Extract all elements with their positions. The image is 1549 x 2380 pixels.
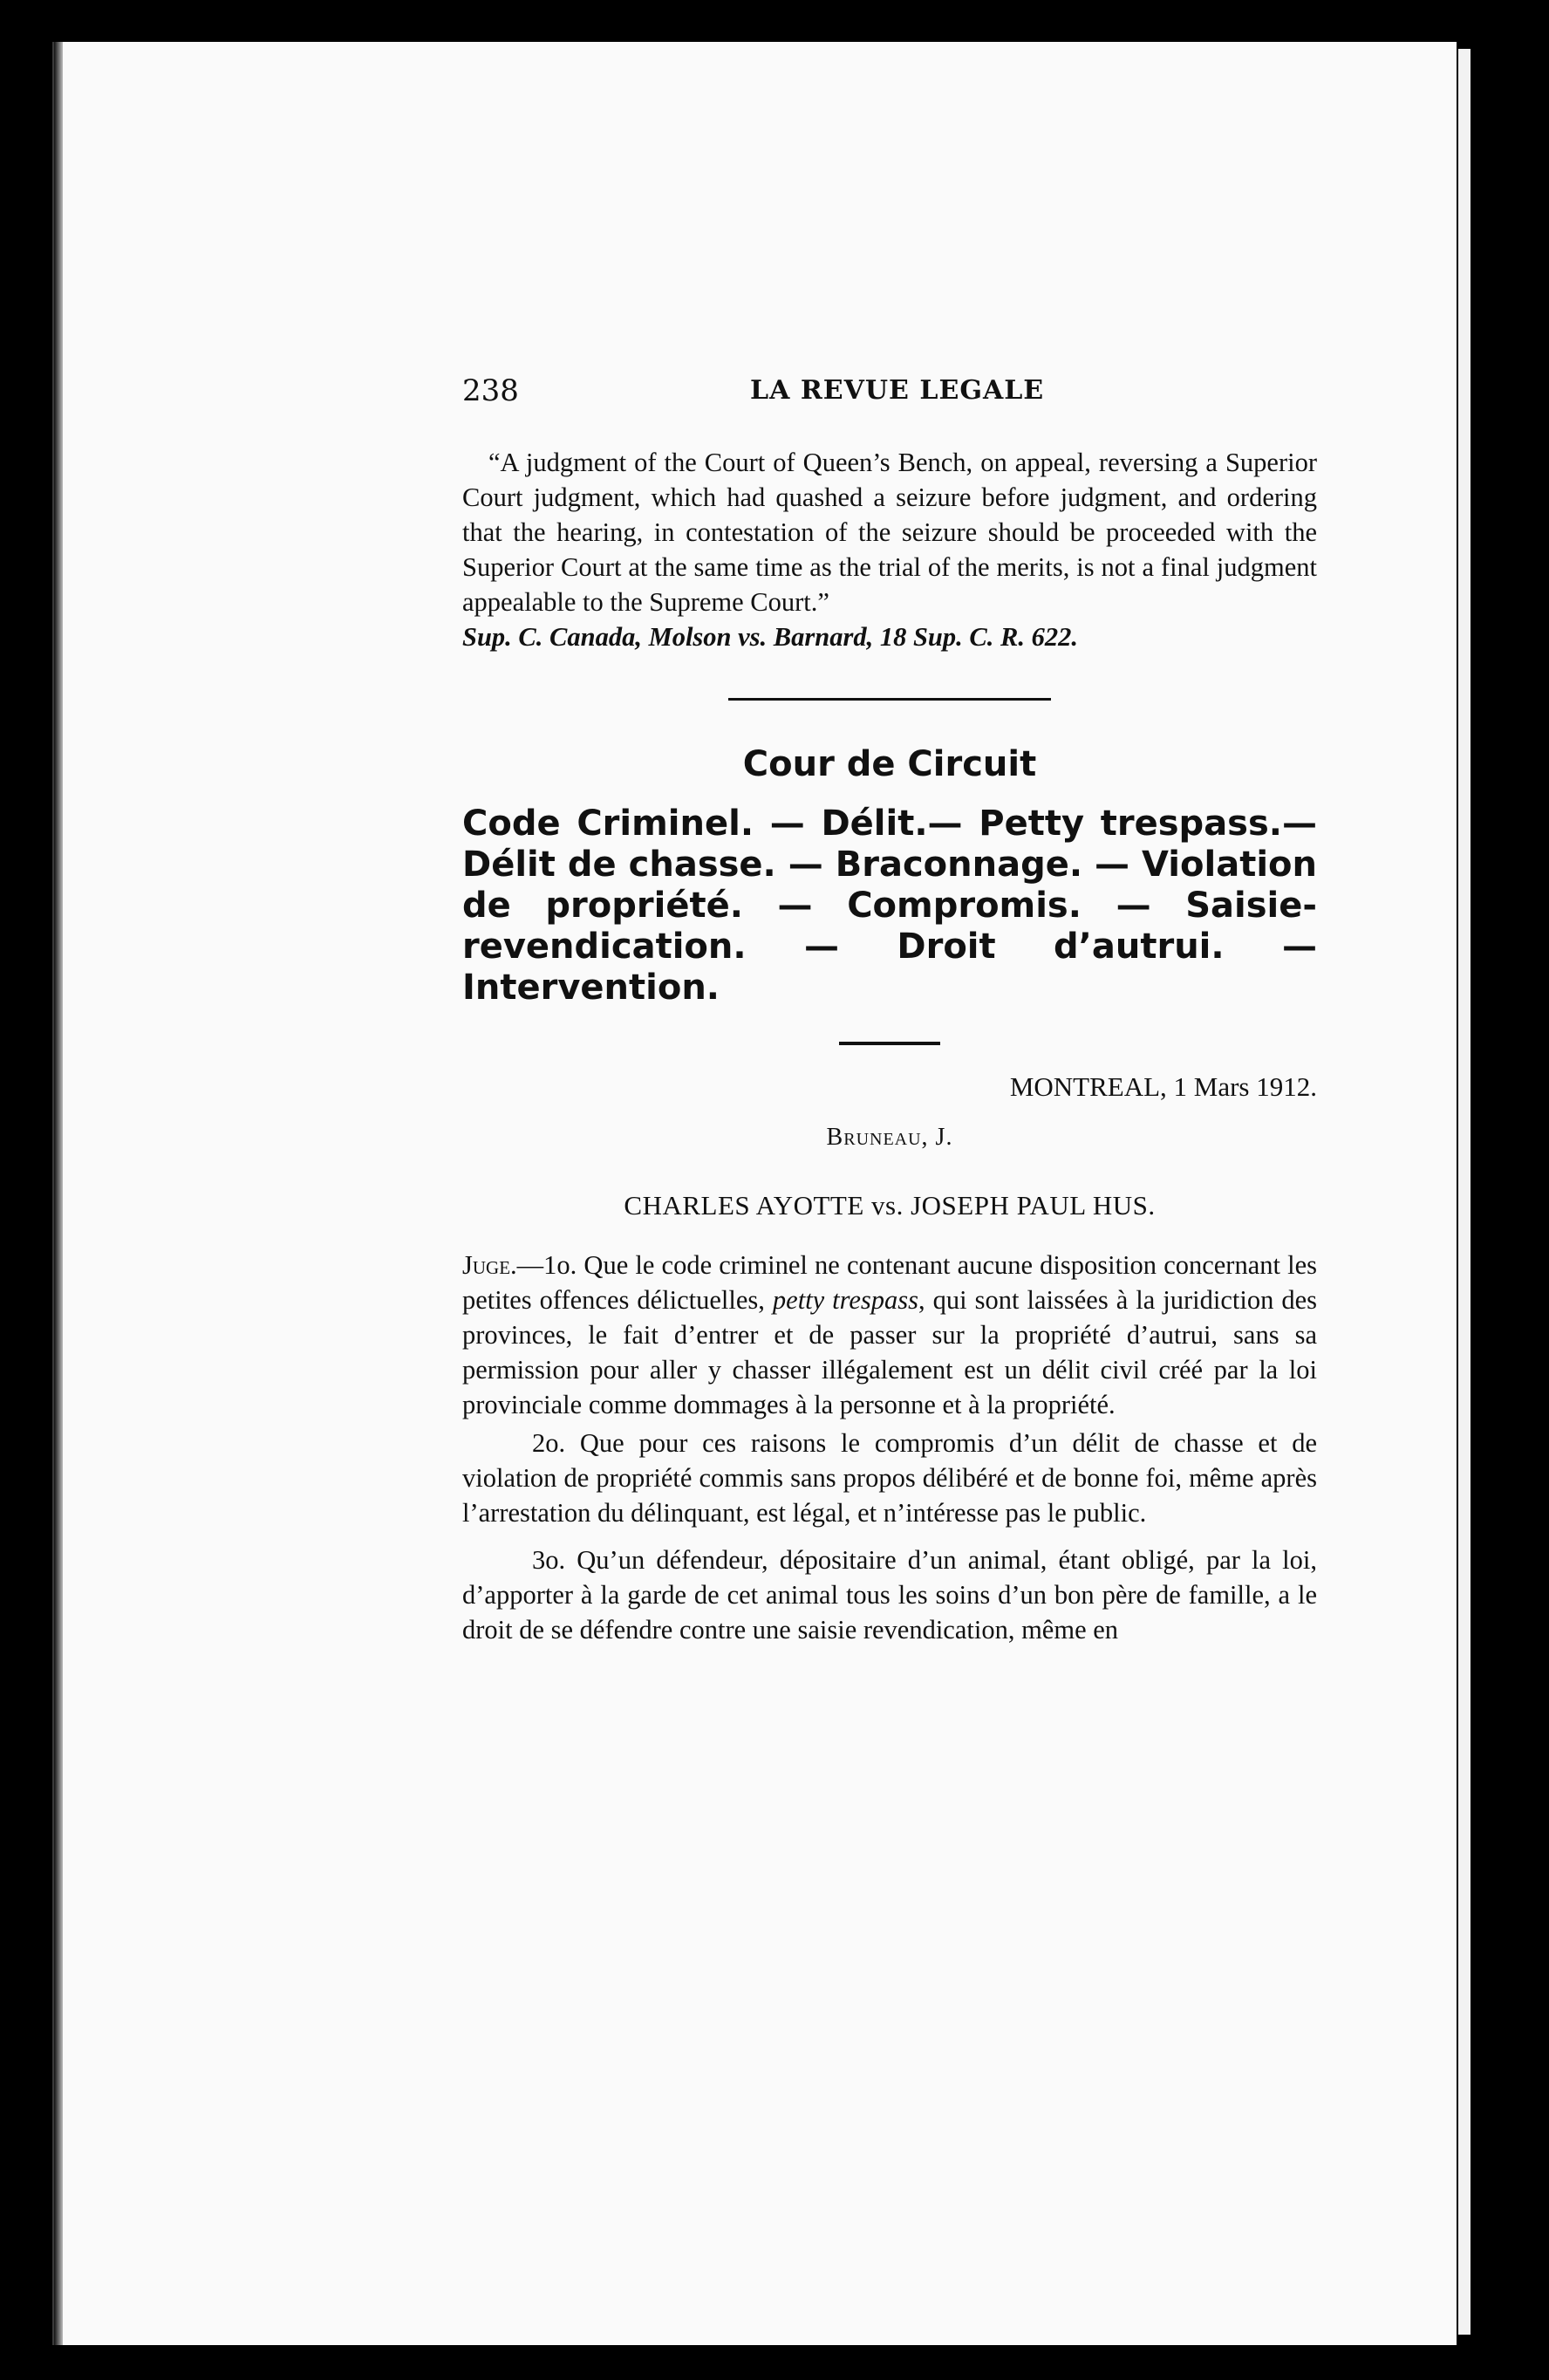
holding-label: Juge. [462, 1250, 517, 1280]
case-parties: CHARLES AYOTTE vs. JOSEPH PAUL HUS. [624, 1190, 1156, 1221]
judge-name: Bruneau, J. [826, 1124, 953, 1151]
dateline: MONTREAL, 1 Mars 1912. [1009, 1071, 1317, 1102]
holdings [462, 1248, 1317, 1647]
page-number: 238 [462, 373, 519, 408]
holding-1 [462, 1248, 1317, 1422]
court-heading: Cour de Circuit [742, 744, 1037, 784]
subject-headnote: Code Criminel. — Délit.— Petty trespass.— Délit de chasse. — Braconnage. — Violation de propriété. — Compromis. — Saisie-revendication. — Droit d’autrui. — Intervention. [462, 804, 1317, 1008]
holding-1-text-a: —1o. Que le code criminel ne contenant aucune disposition concernant les petites offences délictuelles, [462, 1250, 1317, 1315]
holding-1-text-b: , qui sont laissées à la juridiction des provinces, le fait d’entrer et de passer sur la propriété d’autrui, sans sa permission pour aller y chasser illégalement est un délit civil créé par la loi provinciale comme dommages à la personne et à la propriété. [462, 1285, 1317, 1419]
short-divider [839, 1042, 940, 1045]
next-page-edge [1458, 49, 1471, 2335]
holding-1-italic: petty trespass [772, 1285, 919, 1315]
quoted-judgment [462, 445, 1317, 619]
section-divider [728, 698, 1051, 701]
running-head [462, 366, 1317, 419]
holding-2: 2o. Que pour ces raisons le compromis d’un délit de chasse et de violation de propriété commis sans propos délibéré et de bonne foi, même après l’arrestation du délinquant, est légal, et n’intéresse pas le public. [462, 1428, 1317, 1528]
quote-text: “A judgment of the Court of Queen’s Bench, on appeal, reversing a Superior Court judgment, which had quashed a seizure before judgment, and ordering that the hearing, in contestation of the seizure should be proceeded with the Superior Court at the same time as the trial of the merits, is not a final judgment appealable to the Supreme Court.” [462, 448, 1317, 617]
page-content [462, 366, 1317, 1647]
book-spine-shadow [54, 42, 63, 2345]
quote-citation: Sup. C. Canada, Molson vs. Barnard, 18 Sup. C. R. 622. [462, 622, 1078, 652]
journal-title: LA REVUE LEGALE [750, 375, 1045, 406]
holding-3: 3o. Qu’un défendeur, dépositaire d’un animal, étant obligé, par la loi, d’apporter à la garde de cet animal tous les soins d’un bon père de famille, a le droit de se défendre contre une saisie revendication, même en [462, 1545, 1317, 1645]
